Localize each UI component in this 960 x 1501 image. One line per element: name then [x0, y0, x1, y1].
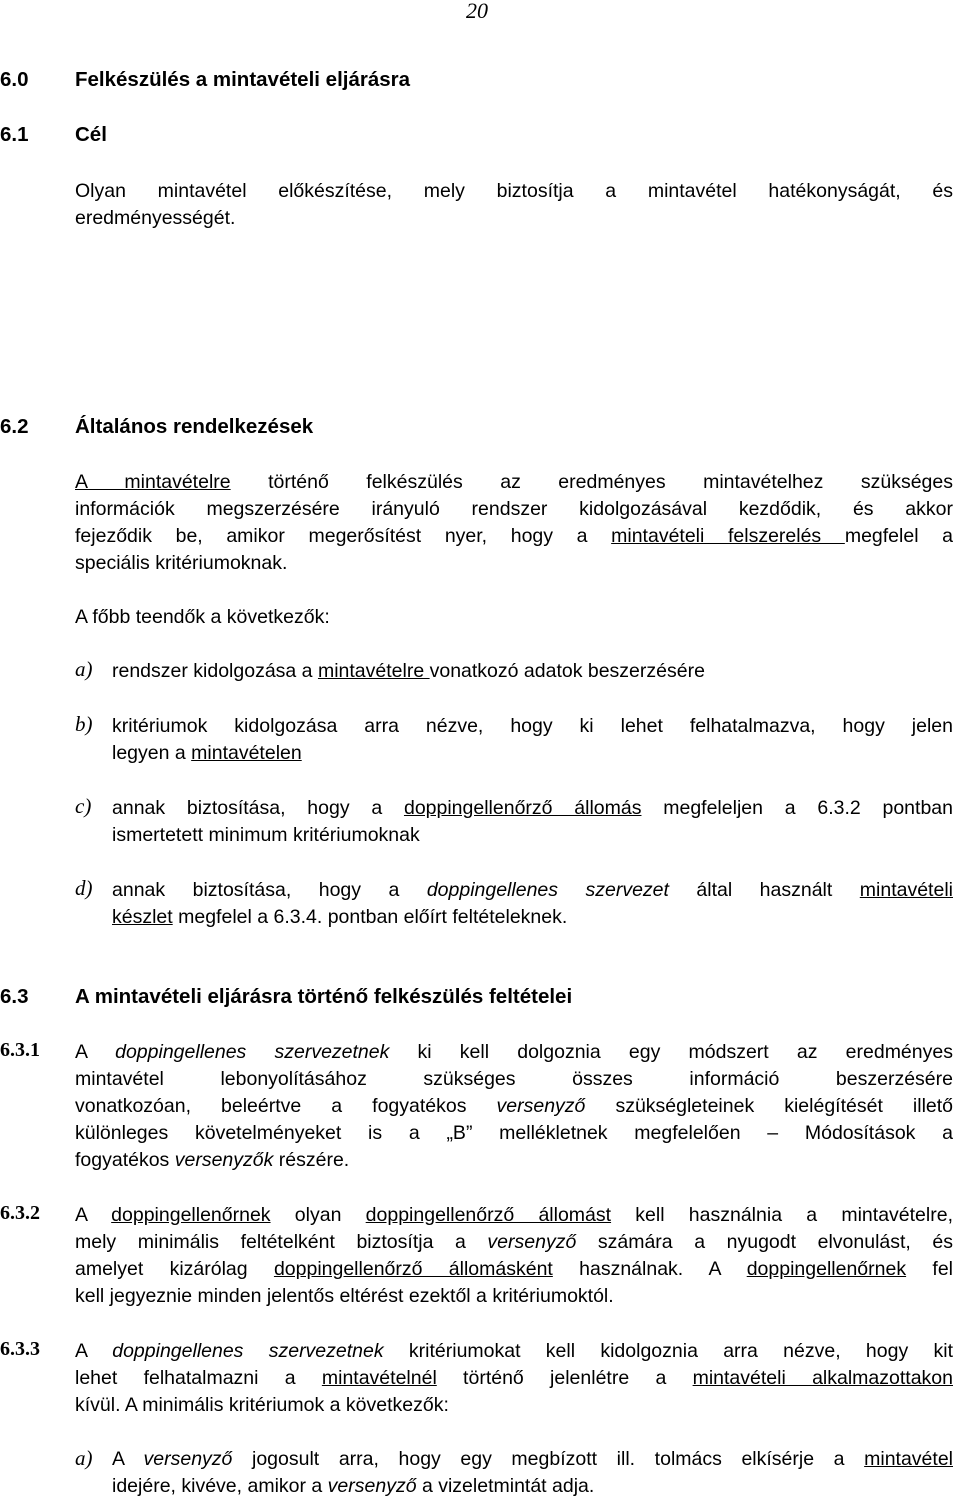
section-6-3-2-number: 6.3.2: [0, 1202, 40, 1224]
text-fragment: részére.: [273, 1149, 350, 1171]
section-6-2-heading: [0, 415, 313, 439]
text-line: [75, 1338, 953, 1365]
text-line: mintavétel lebonyolításához szükséges összes információ beszerzésére: [75, 1068, 953, 1090]
text-line: [75, 1365, 953, 1392]
text-line: különleges követelményeket is a „B” mellékletnek megfelelően – Módosítások a: [75, 1122, 953, 1144]
section-title: Cél: [75, 123, 107, 146]
text-line: [112, 1473, 953, 1500]
term-mintavetelre: mintavételre: [317, 660, 430, 682]
list-marker-d: d): [75, 876, 93, 900]
text-line: kívül. A minimális kritériumok a következők:: [75, 1394, 449, 1416]
text-fragment: A: [112, 1448, 144, 1470]
term-mintavetelre: A mintavételre: [75, 471, 231, 493]
term-versenyzo: versenyző: [496, 1095, 586, 1117]
text-line: [75, 1229, 953, 1256]
list-item-a: [112, 1446, 953, 1500]
section-6-3-heading: [0, 985, 572, 1009]
text-line: [75, 523, 953, 550]
text-line: kritériumok kidolgozása arra nézve, hogy ki lehet felhatalmazva, hogy jelen: [112, 715, 953, 737]
text-fragment: kell használnia a mintavételre,: [611, 1204, 953, 1226]
section-number: 6.2: [0, 415, 29, 438]
list-item-a: [112, 658, 953, 685]
section-title: A mintavételi eljárásra történő felkészülés feltételei: [75, 985, 573, 1008]
text-fragment: által használt: [668, 879, 860, 901]
text-line: speciális kritériumoknak.: [75, 552, 288, 574]
term-mintavetelnel: mintavételnél: [321, 1367, 437, 1389]
section-6-3-1-number: 6.3.1: [0, 1039, 40, 1061]
section-6-1-heading: [0, 123, 107, 147]
section-6-2-paragraph-2: A főbb teendők a következők:: [75, 606, 330, 628]
text-line: [75, 1147, 953, 1174]
text-fragment: fejeződik be, amikor megerősítést nyer, hogy a: [75, 525, 612, 547]
section-6-0-heading: [0, 68, 410, 92]
text-fragment: annak biztosítása, hogy a: [112, 797, 404, 819]
term-doppingellenes-szervezet: doppingellenes szervezet: [426, 879, 669, 901]
text-fragment: történő jelenlétre a: [436, 1367, 693, 1389]
text-fragment: fogyatékos: [75, 1149, 175, 1171]
text-line: [112, 740, 953, 767]
term-doppingellenes-szervezetnek: doppingellenes szervezetnek: [115, 1041, 390, 1063]
text-line: [112, 795, 953, 822]
text-line: [75, 469, 953, 496]
text-fragment: használnak. A: [552, 1258, 747, 1280]
text-fragment: ki kell dolgoznia egy módszert az eredményes: [389, 1041, 953, 1063]
text-fragment: történő felkészülés az eredményes mintavételhez szükséges: [230, 471, 953, 493]
list-item-c: [112, 795, 953, 849]
term-doppingellenorzo-allomast: doppingellenőrző állomást: [365, 1204, 612, 1226]
list-item-b: [112, 713, 953, 767]
term-versenyzok: versenyzők: [174, 1149, 274, 1171]
term-doppingellenes-szervezetnek: doppingellenes szervezetnek: [112, 1340, 384, 1362]
page-number: 20: [466, 0, 488, 23]
text-fragment: megfelel a: [844, 525, 954, 547]
section-6-3-3-number: 6.3.3: [0, 1338, 40, 1360]
text-fragment: fel: [906, 1258, 953, 1280]
list-marker-b: b): [75, 712, 93, 736]
section-6-3-1-text: [75, 1039, 953, 1174]
text-fragment: annak biztosítása, hogy a: [112, 879, 427, 901]
section-6-3-2-text: [75, 1202, 953, 1310]
text-line: ismertetett minimum kritériumoknak: [112, 824, 420, 846]
term-versenyzo: versenyző: [487, 1231, 577, 1253]
section-6-1-text: [75, 178, 953, 232]
term-doppingellenorzo-allomas: doppingellenőrző állomás: [403, 797, 642, 819]
text-fragment: vonatkozó adatok beszerzésére: [429, 660, 705, 682]
term-mintaveteli: mintavételi: [859, 879, 953, 901]
section-number: 6.0: [0, 68, 29, 91]
section-title: Felkészülés a mintavételi eljárásra: [75, 68, 411, 91]
text-fragment: a vizeletmintát adja.: [416, 1475, 595, 1497]
text-line: eredményességét.: [75, 207, 236, 229]
term-doppingellenorzo-allomaskent: doppingellenőrző állomásként: [273, 1258, 553, 1280]
text-line: [75, 1256, 953, 1283]
text-line: információk megszerzésére irányuló rendszer kidolgozásával kezdődik, és akkor: [75, 498, 953, 520]
text-fragment: olyan: [270, 1204, 366, 1226]
section-6-2-paragraph-1: [75, 469, 953, 577]
text-fragment: számára a nyugodt elvonulást, és: [576, 1231, 954, 1253]
text-fragment: megfeleljen a 6.3.2 pontban: [641, 797, 953, 819]
text-fragment: kritériumokat kell kidolgoznia arra nézve, hogy kit: [383, 1340, 953, 1362]
text-line: [75, 1202, 953, 1229]
term-mintavetelen: mintavételen: [191, 742, 302, 764]
text-line: kell jegyeznie minden jelentős eltérést ezektől a kritériumoktól.: [75, 1285, 614, 1307]
term-mintavetel: mintavétel: [864, 1448, 953, 1470]
text-line: [112, 1446, 953, 1473]
text-fragment: amelyet kizárólag: [75, 1258, 274, 1280]
text-fragment: idejére, kivéve, amikor a: [112, 1475, 328, 1497]
text-fragment: vonatkozóan, beleértve a fogyatékos: [75, 1095, 497, 1117]
section-number: 6.3: [0, 985, 29, 1008]
term-mintaveteli-alkalmazottakon: mintavételi alkalmazottakon: [692, 1367, 953, 1389]
term-mintaveteli-felszereles: mintavételi felszerelés: [611, 525, 845, 547]
term-doppingellenornek: doppingellenőrnek: [111, 1204, 271, 1226]
term-doppingellenornek: doppingellenőrnek: [746, 1258, 907, 1280]
text-line: Olyan mintavétel előkészítése, mely biztosítja a mintavétel hatékonyságát, és: [75, 180, 953, 202]
text-line: [112, 904, 953, 931]
section-title: Általános rendelkezések: [75, 415, 314, 438]
term-versenyzo: versenyző: [327, 1475, 417, 1497]
text-line: [75, 1093, 953, 1120]
section-number: 6.1: [0, 123, 29, 146]
term-keszlet: készlet: [112, 906, 173, 928]
text-line: [112, 877, 953, 904]
text-fragment: A: [75, 1340, 113, 1362]
text-line: [75, 1039, 953, 1066]
text-fragment: lehet felhatalmazni a: [75, 1367, 322, 1389]
text-line: [112, 658, 953, 685]
text-fragment: rendszer kidolgozása a: [112, 660, 318, 682]
text-fragment: mely minimális feltételként biztosítja a: [75, 1231, 488, 1253]
list-marker-a: a): [75, 1446, 93, 1470]
text-fragment: szükségleteinek kielégítését illető: [585, 1095, 954, 1117]
list-marker-c: c): [75, 794, 92, 818]
list-marker-a: a): [75, 657, 93, 681]
text-fragment: A: [75, 1204, 112, 1226]
text-fragment: megfelel a 6.3.4. pontban előírt feltételeknek.: [172, 906, 568, 928]
section-6-3-3-text: [75, 1338, 953, 1419]
text-fragment: jogosult arra, hogy egy megbízott ill. tolmács elkísérje a: [232, 1448, 865, 1470]
text-fragment: legyen a: [112, 742, 192, 764]
text-fragment: A: [75, 1041, 116, 1063]
term-versenyzo: versenyző: [143, 1448, 233, 1470]
list-item-d: [112, 877, 953, 931]
